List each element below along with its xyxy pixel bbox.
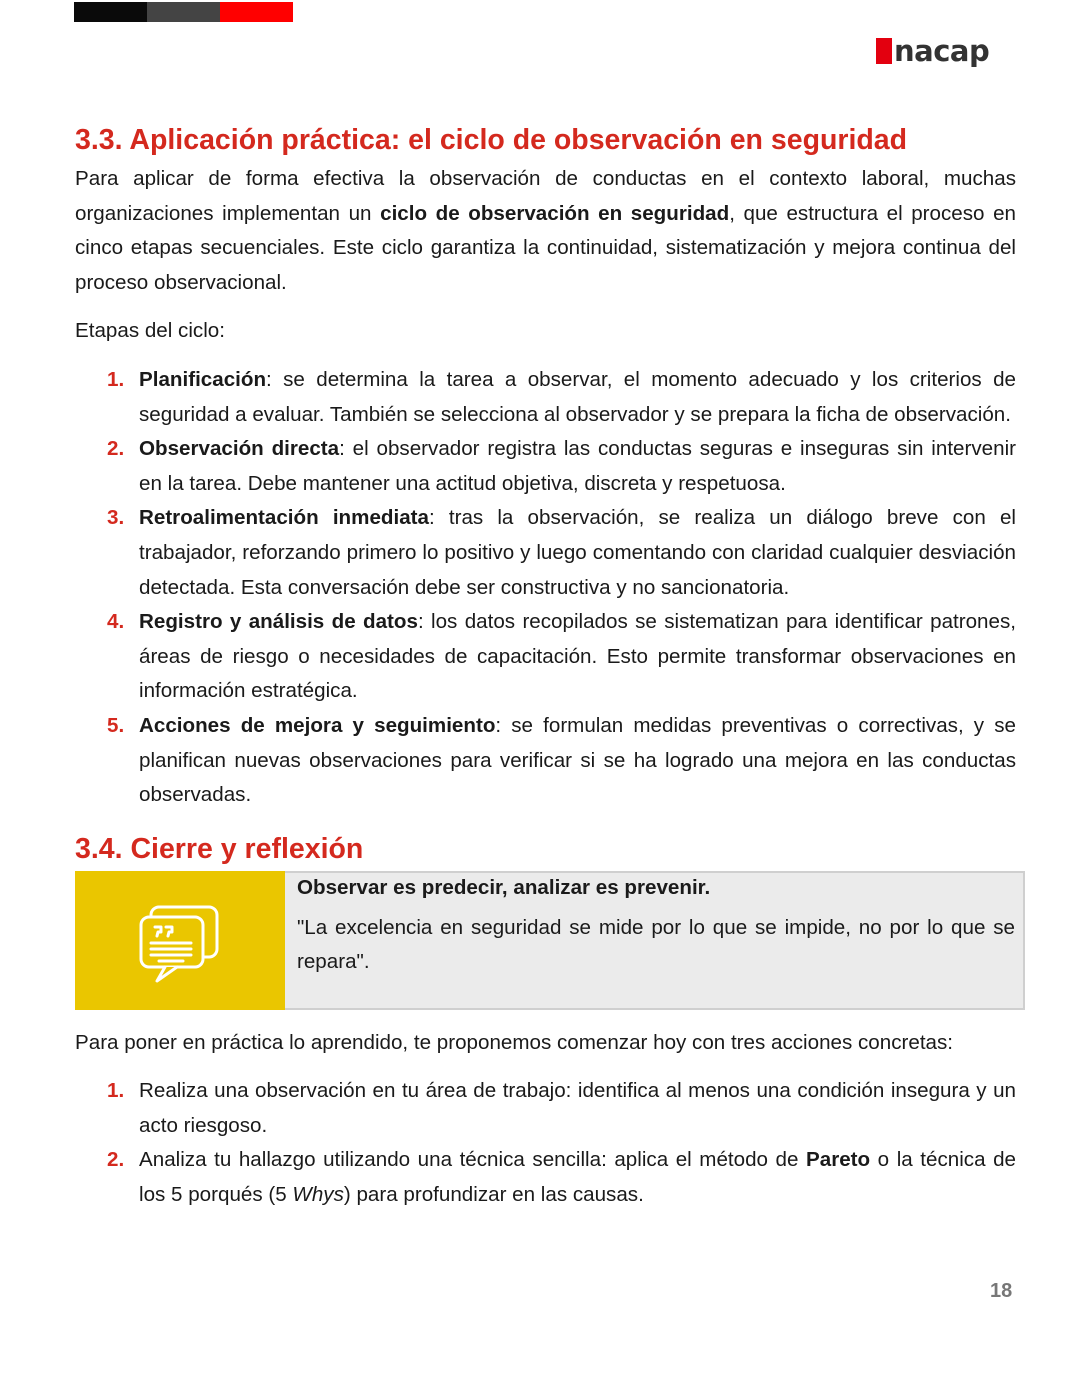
bold-term: Pareto [806, 1148, 871, 1172]
callout-quote: "La excelencia en seguridad se mide por lo que se impide, no por lo que se repara". [297, 915, 1015, 974]
stage-text: : tras la observación, se realiza un diálogo breve con el trabajador, reforzando primero lo positivo y luego comentando con claridad cualquier desviación detectada. Esta conversación debe ser constructiva y no sancionatoria. [139, 506, 1017, 599]
stage-name: Retroalimentación inmediata [139, 506, 429, 530]
header-color-bar [74, 2, 293, 22]
item-number: 4. [107, 610, 125, 634]
intro-paragraph [75, 162, 1016, 300]
bar-black [74, 2, 147, 22]
stage-text: : el observador registra las conductas seguras e inseguras sin intervenir en la tarea. Debe mantener una actitud objetiva, discreta y respetuosa. [139, 437, 1017, 495]
callout-title: Observar es predecir, analizar es prevenir. [297, 875, 711, 899]
section-title-3-4: 3.4. Cierre y reflexión [75, 832, 364, 865]
logo-red-mark [876, 38, 892, 64]
item-number: 1. [107, 367, 125, 391]
quote-chat-bubbles-icon [135, 895, 225, 985]
action-text: Realiza una observación en tu área de trabajo: identifica al menos una condición insegura y un acto riesgoso. [139, 1079, 1016, 1137]
stages-list [75, 363, 1016, 813]
item-number: 2. [107, 1148, 125, 1172]
stages-label: Etapas del ciclo: [75, 319, 225, 343]
stage-item [75, 709, 1016, 813]
item-number: 5. [107, 713, 125, 737]
stage-text: : se formulan medidas preventivas o correctivas, y se planifican nuevas observaciones para verificar si se ha logrado una mejora en las conductas observadas. [139, 713, 1016, 807]
stage-text: : se determina la tarea a observar, el momento adecuado y los criterios de seguridad a evaluar. También se selecciona al observador y se prepara la ficha de observación. [139, 367, 1016, 426]
action-text: o la técnica de los 5 porqués (5 [139, 1148, 1016, 1207]
item-number: 2. [107, 437, 125, 461]
stage-item [75, 363, 1016, 432]
stage-text: : los datos recopilados se sistematizan para identificar patrones, áreas de riesgo o necesidades de capacitación. Esto permite transformar observaciones en información estratégica. [139, 610, 1016, 703]
inacap-logo [876, 36, 989, 66]
logo-text: nacap [894, 34, 990, 68]
page-content [75, 120, 1016, 1213]
stage-name: Registro y análisis de datos [139, 610, 418, 634]
reflection-callout [75, 871, 1025, 1010]
action-text: Analiza tu hallazgo utilizando una técnica sencilla: aplica el método de [139, 1148, 807, 1172]
stage-item [75, 432, 1016, 501]
page-number: 18 [990, 1280, 1013, 1302]
stage-item [75, 605, 1016, 709]
action-text: ) para profundizar en las causas. [343, 1183, 644, 1207]
action-item [75, 1074, 1016, 1143]
actions-intro: Para poner en práctica lo aprendido, te proponemos comenzar hoy con tres acciones concretas: [75, 1030, 954, 1054]
section-title-3-3: 3.3. Aplicación práctica: el ciclo de observación en seguridad [75, 124, 908, 156]
action-item [75, 1143, 1016, 1212]
text: , que estructura el proceso en cinco etapas secuenciales. Este ciclo garantiza la continuidad, sistematización y mejora continua del proceso observacional. [75, 201, 1016, 294]
text: Para aplicar de forma efectiva la observación de conductas en el contexto laboral, muchas organizaciones implementan un [75, 167, 1016, 225]
item-number: 1. [107, 1079, 125, 1103]
stage-name: Observación directa [139, 437, 340, 461]
actions-list [75, 1074, 1016, 1212]
bold-term: ciclo de observación en seguridad [380, 201, 730, 225]
callout-icon-box [75, 871, 285, 1010]
stage-name: Planificación [139, 367, 267, 391]
bar-red [220, 2, 293, 22]
stage-name: Acciones de mejora y seguimiento [139, 713, 496, 737]
callout-text-box [285, 871, 1025, 1010]
item-number: 3. [107, 506, 125, 530]
italic-term: Whys [292, 1183, 344, 1207]
bar-gray [147, 2, 220, 22]
stage-item [75, 501, 1016, 605]
